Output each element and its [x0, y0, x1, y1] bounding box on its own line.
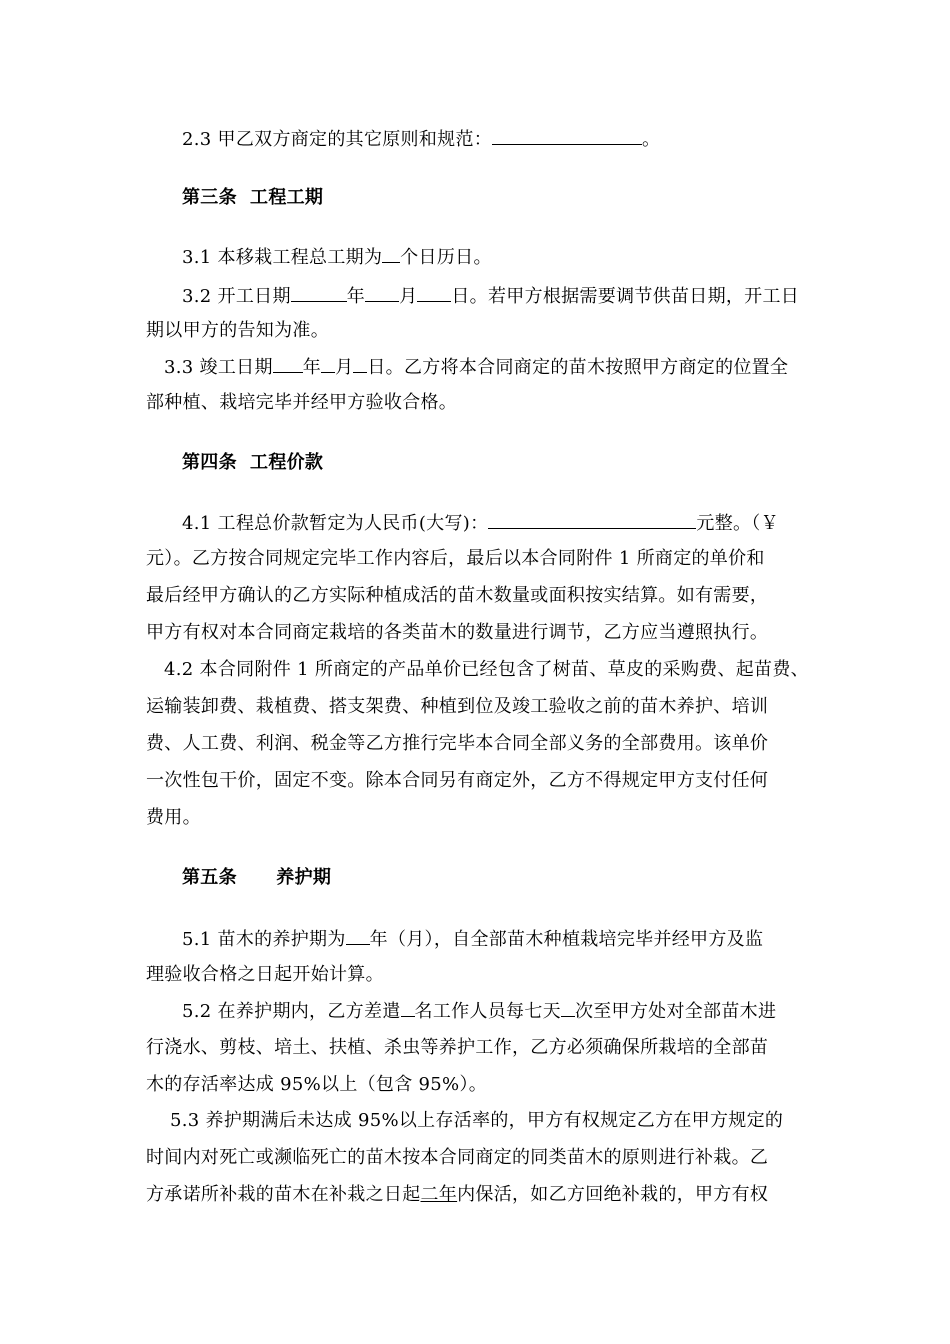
clause-5-2-line-3: 木的存活率达成 95%以上（包含 95%）。 [146, 1074, 488, 1095]
clause-5-1-text-end: 年（月），自全部苗木种植栽培完毕并经甲方及监 [369, 929, 764, 950]
fill-blank [346, 926, 370, 945]
clause-4-1-line-4: 甲方有权对本合同商定栽培的各类苗木的数量进行调节，乙方应当遵照执行。 [146, 622, 769, 643]
month-label: 月 [399, 286, 418, 307]
clause-5-3-text-end: 内保活，如乙方回绝补栽的，甲方有权 [457, 1184, 769, 1205]
clause-4-2-line-4: 一次性包干价，固定不变。除本合同另有商定外，乙方不得规定甲方支付任何 [146, 770, 769, 791]
clause-5-3-text-start: 方承诺所补栽的苗木在补栽之日起 [146, 1184, 421, 1205]
fill-blank [273, 354, 303, 373]
clause-4-1-line-1 [182, 510, 779, 537]
clause-5-2-text-mid: 名工作人员每七天 [414, 1001, 561, 1022]
fill-blank [291, 283, 347, 302]
clause-4-2-line-1: 4.2 本合同附件 1 所商定的产品单价已经包含了树苗、草皮的采购费、起苗费、 [164, 659, 809, 680]
clause-4-2-line-3: 费、人工费、利润、税金等乙方推行完毕本合同全部义务的全部费用。该单价 [146, 733, 769, 754]
clause-2-3 [182, 126, 660, 153]
clause-5-1-line-1 [182, 926, 763, 953]
clause-5-1-text-start: 5.1 苗木的养护期为 [182, 929, 346, 950]
clause-5-2-text-start: 5.2 在养护期内，乙方差遣 [182, 1001, 401, 1022]
clause-5-2-line-1 [182, 998, 776, 1025]
warranty-period: 二年 [420, 1184, 458, 1205]
clause-3-1-post: 个日历日。 [400, 247, 492, 268]
clause-5-3-line-1: 5.3 养护期满后未达成 95%以上存活率的，甲方有权规定乙方在甲方规定的 [170, 1110, 784, 1131]
clause-4-1-line-3: 最后经甲方确认的乙方实际种植成活的苗木数量或面积按实结算。如有需要， [146, 585, 769, 606]
fill-blank [561, 998, 575, 1017]
clause-4-2-line-2: 运输装卸费、栽植费、搭支架费、种植到位及竣工验收之前的苗木养护、培训 [146, 696, 769, 717]
month-label: 月 [335, 357, 354, 378]
clause-3-3-line-1 [164, 354, 788, 381]
section-heading-5: 第五条 养护期 [182, 867, 332, 888]
clause-3-3-line-2: 部种植、栽培完毕并经甲方验收合格。 [146, 392, 458, 413]
fill-blank [488, 510, 696, 529]
clause-5-2-text-end: 次至甲方处对全部苗木进 [574, 1001, 777, 1022]
clause-3-2-text: 日。若甲方根据需要调节供苗日期，开工日 [451, 286, 800, 307]
clause-5-3-line-2: 时间内对死亡或濒临死亡的苗木按本合同商定的同类苗木的原则进行补栽。乙 [146, 1147, 769, 1168]
clause-4-2-line-5: 费用。 [146, 807, 201, 828]
clause-3-2-line-1 [182, 283, 799, 310]
clause-5-3-line-3 [146, 1182, 768, 1208]
clause-4-1-line-2: 元）。乙方按合同规定完毕工作内容后，最后以本合同附件 1 所商定的单价和 [146, 548, 765, 569]
clause-3-2-start-date-label: 3.2 开工日期 [182, 286, 291, 307]
fill-blank [321, 354, 335, 373]
year-label: 年 [302, 357, 322, 378]
fill-blank [492, 126, 642, 145]
fill-blank [382, 244, 400, 263]
fill-blank [401, 998, 415, 1017]
section-heading-3: 第三条 工程工期 [182, 187, 324, 208]
section-heading-4: 第四条 工程价款 [182, 452, 324, 473]
clause-4-1-amount-label: 4.1 工程总价款暂定为人民币(大写)： [182, 513, 489, 534]
fill-blank [417, 283, 451, 302]
fill-blank [353, 354, 367, 373]
clause-3-3-end-date-label: 3.3 竣工日期 [164, 357, 273, 378]
clause-3-3-text: 日。乙方将本合同商定的苗木按照甲方商定的位置全 [367, 357, 789, 378]
clause-3-2-line-2: 期以甲方的告知为准。 [146, 320, 329, 341]
clause-3-1 [182, 244, 492, 271]
fill-blank [365, 283, 399, 302]
clause-2-3-end: 。 [642, 129, 661, 150]
clause-2-3-text: 2.3 甲乙双方商定的其它原则和规范： [182, 129, 493, 150]
clause-5-1-line-2: 理验收合格之日起开始计算。 [146, 964, 384, 985]
clause-4-1-currency-text: 元整。（￥ [696, 513, 779, 534]
clause-5-2-line-2: 行浇水、剪枝、培土、扶植、杀虫等养护工作，乙方必须确保所栽培的全部苗 [146, 1037, 769, 1058]
clause-3-1-pre: 3.1 本移栽工程总工期为 [182, 247, 383, 268]
year-label: 年 [346, 286, 366, 307]
